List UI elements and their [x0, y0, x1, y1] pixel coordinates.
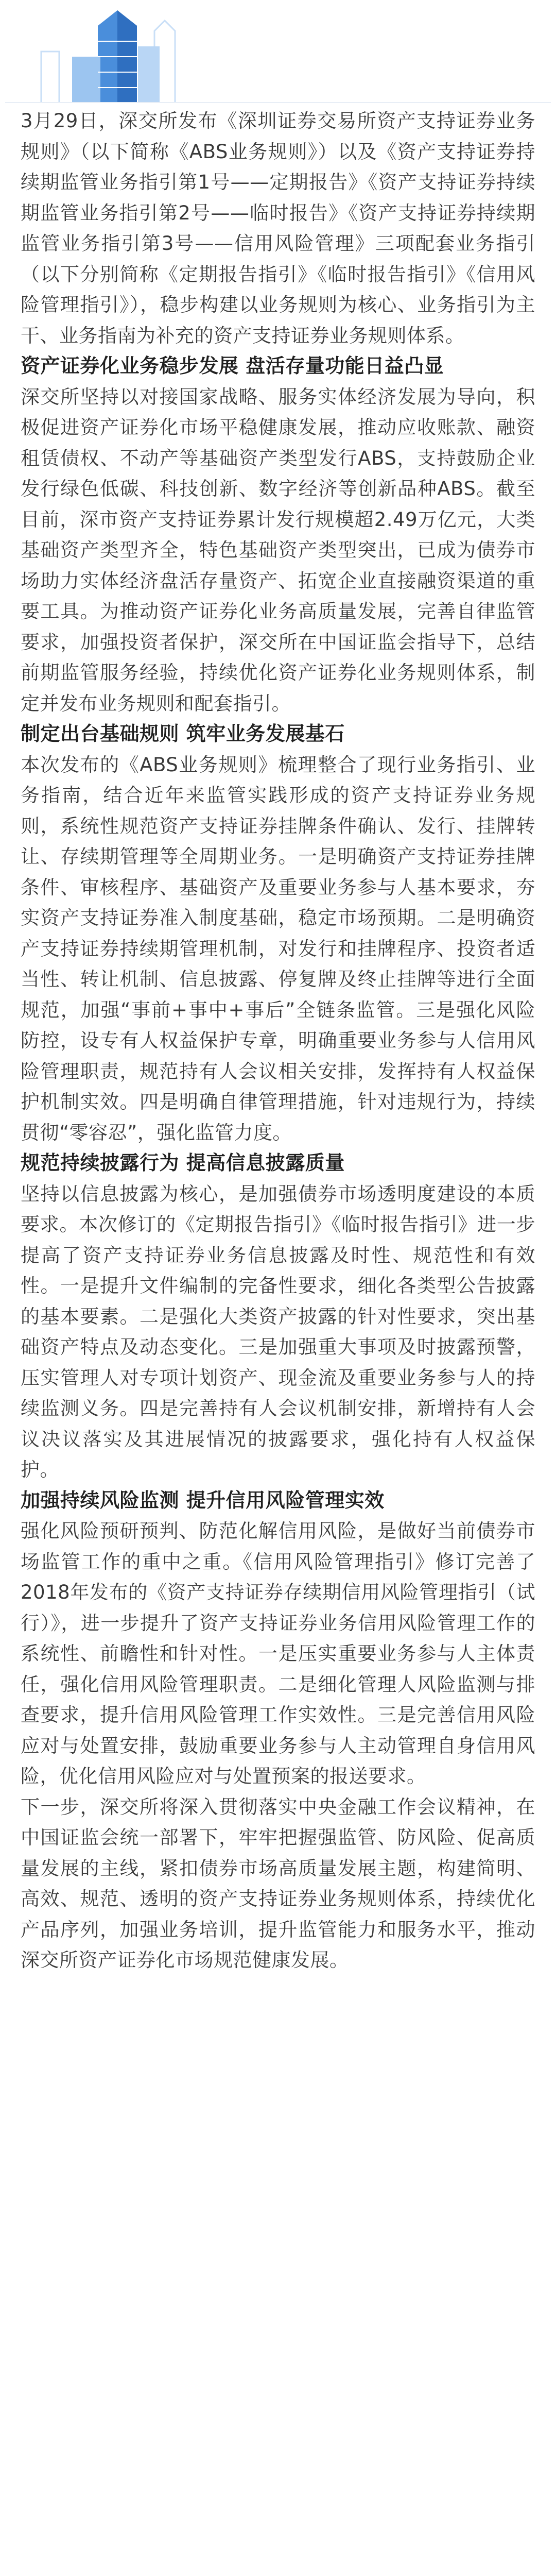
section-heading-4: 加强持续风险监测 提升信用风险管理实效: [21, 1488, 385, 1512]
paragraph-3: 坚持以信息披露为核心，是加强债券市场透明度建设的本质要求。本次修订的《定期报告指引》《临时报告指引》进一步提高了资产支持证券业务信息披露及时性、规范性和有效性。一是提升文件编制的完备性要求，细化各类型公告披露的基本要素。二是强化大类资产披露的针对性要求，突出基础资产特点及动态变化。三是加强重大事项及时披露预警，压实管理人对专项计划资产、现金流及重要业务参与人的持续监测义务。四是完善持有人会议机制安排，新增持有人会议决议落实及其进展情况的披露要求，强化持有人权益保护。: [21, 1182, 535, 1481]
section-heading-3: 规范持续披露行为 提高信息披露质量: [21, 1151, 345, 1174]
paragraph-outlook: 下一步，深交所将深入贯彻落实中央金融工作会议精神，在中国证监会统一部署下，牢牢把握强监管、防风险、促高质量发展的主线，紧扣债券市场高质量发展主题，构建简明、高效、规范、透明的资产支持证券业务规则体系，持续优化产品序列，加强业务培训，提升监管能力和服务水平，推动深交所资产证券化市场规范健康发展。: [21, 1795, 535, 1971]
paragraph-intro: 3月29日，深交所发布《深圳证券交易所资产支持证券业务规则》（以下简称《ABS业务规则》）以及《资产支持证券持续期监管业务指引第1号——定期报告》《资产支持证券持续期监管业务指引第2号——临时报告》《资产支持证券持续期监管业务指引第3号——信用风险管理》三项配套业务指引（以下分别简称《定期报告指引》《临时报告指引》《信用风险管理指引》），稳步构建以业务规则为核心、业务指引为主干、业务指南为补充的资产支持证券业务规则体系。: [21, 110, 535, 347]
section-heading-2: 制定出台基础规则 筑牢业务发展基石: [21, 722, 345, 745]
article-body: [21, 106, 535, 1976]
paragraph-1: 深交所坚持以对接国家战略、服务实体经济发展为导向，积极促进资产证券化市场平稳健康发展，推动应收账款、融资租赁债权、不动产等基础资产类型发行ABS，支持鼓励企业发行绿色低碳、科技创新、数字经济等创新品种ABS。截至目前，深市资产支持证券累计发行规模超2.49万亿元，大类基础资产类型齐全，特色基础资产类型突出，已成为债券市场助力实体经济盘活存量资产、拓宽企业直接融资渠道的重要工具。为推动资产证券化业务高质量发展，完善自律监管要求，加强投资者保护，深交所在中国证监会指导下，总结前期监管服务经验，持续优化资产证券化业务规则体系，制定并发布业务规则和配套指引。: [21, 385, 535, 715]
section-heading-1: 资产证券化业务稳步发展 盘活存量功能日益凸显: [21, 354, 444, 377]
paragraph-2: 本次发布的《ABS业务规则》梳理整合了现行业务指引、业务指南，结合近年来监管实践形成的资产支持证券业务规则，系统性规范资产支持证券挂牌条件确认、发行、挂牌转让、存续期管理等全周期业务。一是明确资产支持证券挂牌条件、审核程序、基础资产及重要业务参与人基本要求，夯实资产支持证券准入制度基础，稳定市场预期。二是明确资产支持证券持续期管理机制，对发行和挂牌程序、投资者适当性、转让机制、信息披露、停复牌及终止挂牌等进行全面规范，加强“事前+事中+事后”全链条监管。三是强化风险防控，设专有人权益保护专章，明确重要业务参与人信用风险管理职责，规范持有人会议相关安排，发挥持有人权益保护机制实效。四是明确自律管理措施，针对违规行为，持续贯彻“零容忍”，强化监管力度。: [21, 753, 535, 1144]
paragraph-4: 强化风险预研预判、防范化解信用风险，是做好当前债券市场监管工作的重中之重。《信用风险管理指引》修订完善了2018年发布的《资产支持证券存续期信用风险管理指引（试行）》，进一步提升了资产支持证券业务信用风险管理工作的系统性、前瞻性和针对性。一是压实重要业务参与人主体责任，强化信用风险管理职责。二是细化管理人风险监测与排查要求，提升信用风险管理工作实效性。三是完善信用风险应对与处置安排，鼓励重要业务参与人主动管理自身信用风险，优化信用风险应对与处置预案的报送要求。: [21, 1520, 535, 1787]
